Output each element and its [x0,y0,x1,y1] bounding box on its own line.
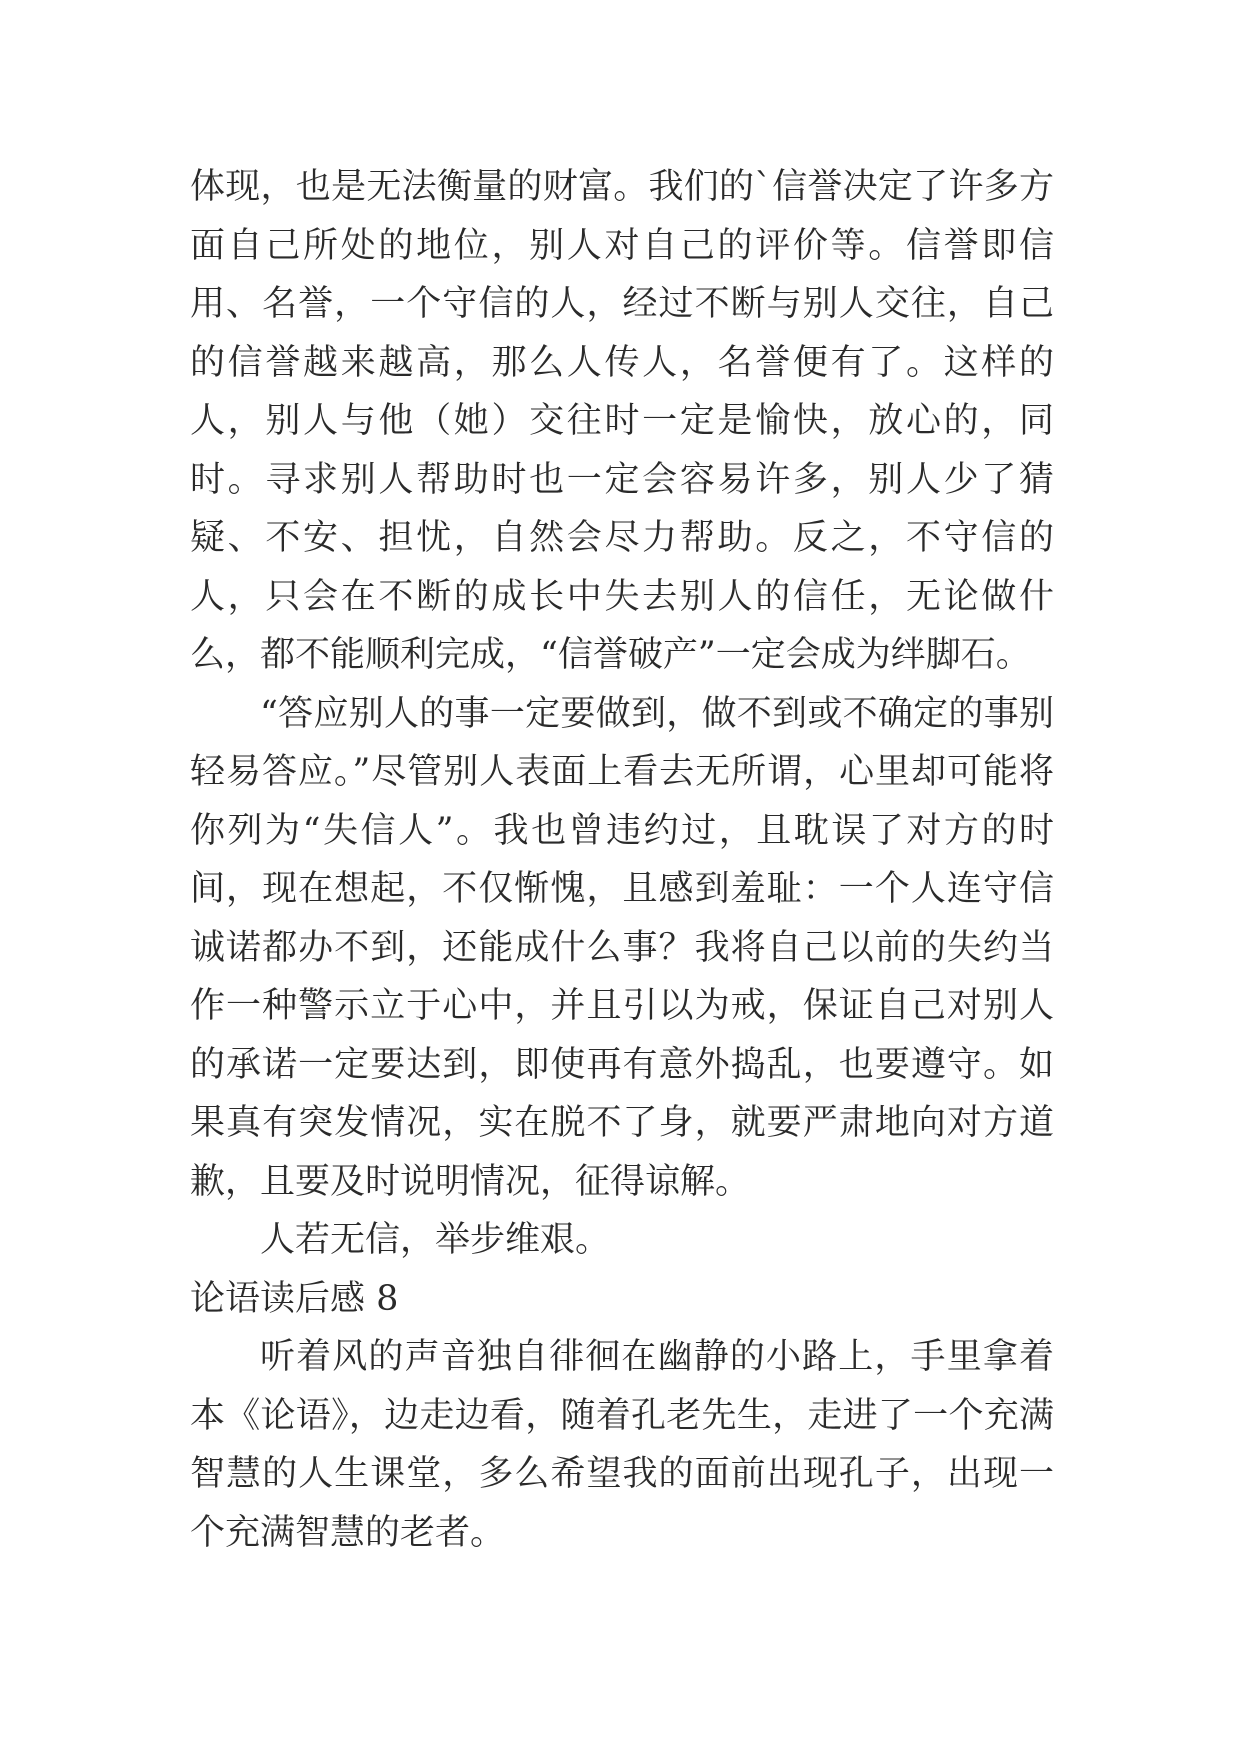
section-heading: 论语读后感 8 [190,1278,399,1319]
document-body [190,158,1054,1562]
paragraph-no-trust: 人若无信，举步维艰。 [260,1220,611,1260]
paragraph-keep-promises: “答应别人的事一定要做到，做不到或不确定的事别轻易答应。”尽管别人表面上看去无所谓，心里却可能将你列为“失信人”。我也曾违约过，且耽误了对方的时间，现在想起，不仅惭愧，且感到羞耻：一个人连守信诚诺都办不到，还能成什么事？我将自己以前的失约当作一种警示立于心中，并且引以为戒，保证自己对别人的承诺一定要达到，即使再有意外捣乱，也要遵守。如果真有突发情况，实在脱不了身，就要严肃地向对方道歉，且要及时说明情况，征得谅解。 [190,693,1054,1202]
paragraph-credibility-wealth: 体现，也是无法衡量的财富。我们的`信誉决定了许多方面自己所处的地位，别人对自己的评价等。信誉即信用、名誉，一个守信的人，经过不断与别人交往，自己的信誉越来越高，那么人传人，名誉便有了。这样的人，别人与他（她）交往时一定是愉快，放心的，同时。寻求别人帮助时也一定会容易许多，别人少了猜疑、不安、担忧，自然会尽力帮助。反之，不守信的人，只会在不断的成长中失去别人的信任，无论做什么，都不能顺利完成，“信誉破产”一定会成为绊脚石。 [190,167,1054,675]
paragraph-analects-walk: 听着风的声音独自徘徊在幽静的小路上，手里拿着本《论语》，边走边看，随着孔老先生，走进了一个充满智慧的人生课堂，多么希望我的面前出现孔子，出现一个充满智慧的老者。 [190,1337,1054,1553]
